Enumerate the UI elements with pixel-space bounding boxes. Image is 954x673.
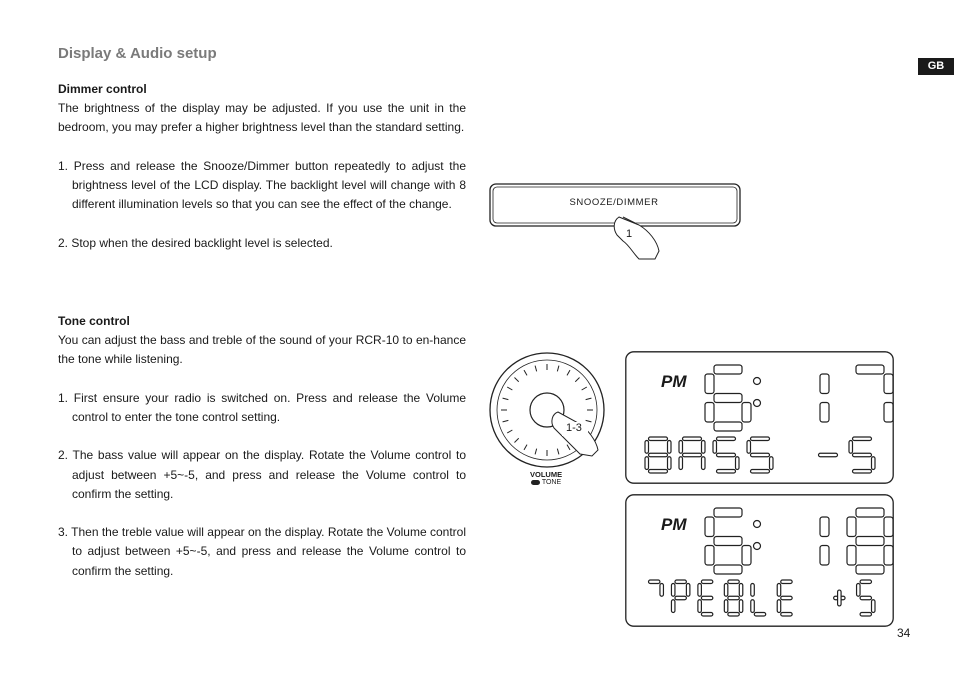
dimmer-intro: The brightness of the display may be adjusted. If you use the unit in the bedroom, you may prefer a higher brightness level than the standard setting. <box>58 101 466 135</box>
snooze-dimmer-illustration <box>489 183 741 263</box>
tone-step-3: 3. Then the treble value will appear on the display. Rotate the Volume control to adjust between +5~-5, and press and release the Volume control to confirm the setting. <box>58 525 466 578</box>
press-symbol-icon <box>531 480 540 485</box>
lcd-pm-indicator: PM <box>661 515 687 534</box>
tone-intro: You can adjust the bass and treble of the sound of your RCR-10 to en-hance the tone while listening. <box>58 333 466 367</box>
lcd-colon-dot <box>754 378 761 385</box>
volume-knob-figure <box>488 352 610 490</box>
lcd-char-- <box>819 453 838 457</box>
dimmer-step-2: 2. Stop when the desired backlight level is selected. <box>58 235 333 250</box>
dimmer-step-1: 1. Press and release the Snooze/Dimmer button repeatedly to adjust the brightness level of the LCD display. The backlight level will change with 8 different illumination levels so that you can see the effect of the change. <box>58 158 466 212</box>
language-badge: GB <box>918 58 954 75</box>
lcd-colon-dot <box>754 521 761 528</box>
page-number: 34 <box>897 626 911 640</box>
tone-label: TONE <box>541 479 562 486</box>
lcd-display-treble <box>625 494 894 627</box>
section-title: Display & Audio setup <box>58 45 217 62</box>
tone-label-row <box>531 479 561 486</box>
snooze-callout: 1 <box>626 228 633 240</box>
lcd-colon-dot <box>754 543 761 550</box>
dimmer-heading: Dimmer control <box>58 82 147 96</box>
lcd-display-bass <box>625 351 894 484</box>
volume-knob-illustration <box>488 352 610 477</box>
volume-knob-label: VOLUME <box>530 470 563 479</box>
tone-heading: Tone control <box>58 314 130 328</box>
tone-section <box>58 312 466 581</box>
dimmer-section <box>58 80 466 253</box>
tone-step-1: 1. First ensure your radio is switched on. Press and release the Volume control to enter the tone control setting. <box>58 390 466 424</box>
lcd-colon-dot <box>754 400 761 407</box>
tone-step-2: 2. The bass value will appear on the display. Rotate the Volume control to adjust between +5~-5, and press and release the Volume control to confirm the setting. <box>58 448 466 501</box>
snooze-dimmer-button-label: SNOOZE/DIMMER <box>569 197 659 208</box>
lcd-pm-indicator: PM <box>661 372 687 391</box>
volume-callout: 1-3 <box>566 422 582 434</box>
snooze-dimmer-figure <box>489 183 741 263</box>
